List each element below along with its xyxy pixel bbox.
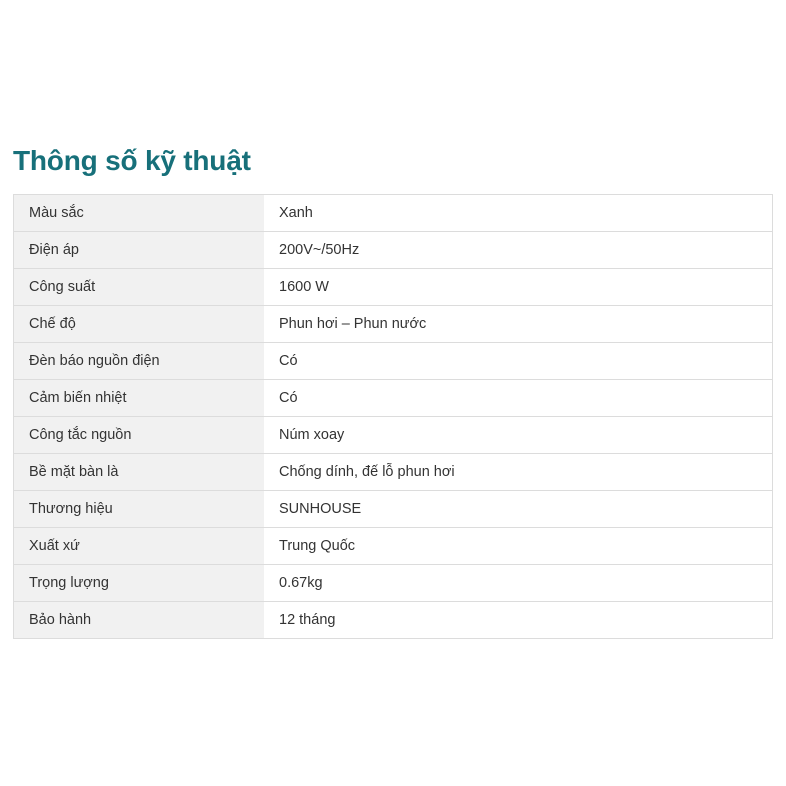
table-row [14,565,773,602]
spec-value: Phun hơi – Phun nước [264,306,773,343]
table-row [14,491,773,528]
spec-label: Trọng lượng [14,565,265,602]
spec-label: Màu sắc [14,195,265,232]
spec-label: Điện áp [14,232,265,269]
spec-label: Thương hiệu [14,491,265,528]
table-row [14,306,773,343]
page-title: Thông số kỹ thuật [13,145,251,176]
spec-value: 12 tháng [264,602,773,639]
table-row [14,380,773,417]
spec-value: 0.67kg [264,565,773,602]
spec-value: Chống dính, đế lỗ phun hơi [264,454,773,491]
table-row [14,195,773,232]
spec-value: 200V~/50Hz [264,232,773,269]
table-row [14,602,773,639]
spec-value: 1600 W [264,269,773,306]
spec-label: Cảm biến nhiệt [14,380,265,417]
spec-label: Xuất xứ [14,528,265,565]
table-row [14,528,773,565]
table-row [14,232,773,269]
spec-table [13,194,773,639]
table-row [14,343,773,380]
spec-label: Đèn báo nguồn điện [14,343,265,380]
spec-value: Có [264,380,773,417]
spec-section [13,138,773,628]
spec-value: SUNHOUSE [264,491,773,528]
spec-label: Chế độ [14,306,265,343]
spec-value: Núm xoay [264,417,773,454]
table-row [14,454,773,491]
table-row [14,417,773,454]
spec-label: Bảo hành [14,602,265,639]
spec-value: Xanh [264,195,773,232]
spec-label: Công suất [14,269,265,306]
table-row [14,269,773,306]
spec-value: Có [264,343,773,380]
spec-label: Công tắc nguồn [14,417,265,454]
spec-value: Trung Quốc [264,528,773,565]
spec-label: Bề mặt bàn là [14,454,265,491]
